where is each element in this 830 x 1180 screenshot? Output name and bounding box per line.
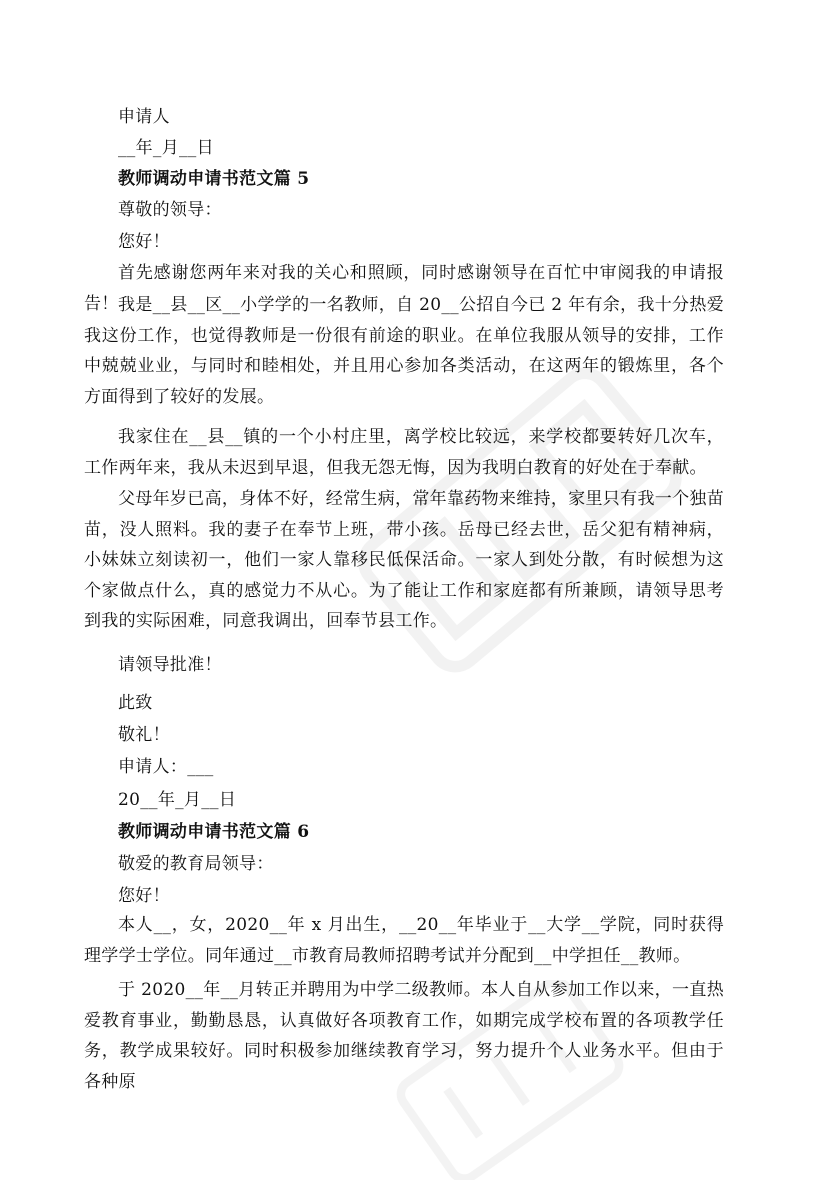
greeting-6: 您好！ [118,886,170,906]
salutation-5: 尊敬的领导： [118,200,222,220]
greeting-5: 您好！ [118,232,170,252]
paragraph-6-2: 于 2020__年__月转正并聘用为中学二级教师。本人自从参加工作以来，一直热爱教育事业，勤勤恳恳，认真做好各项教育工作，如期完成学校布置的各项教学任务，教学成果较好。同时积极参加继续教育学习，努力提升个人业务水平。但由于各种原 [84,980,724,1092]
jingli-line: 敬礼！ [118,725,170,745]
salutation-6: 敬爱的教育局领导： [118,854,274,874]
closing-applicant-line: 申请人 [118,107,170,127]
request-line: 请领导批准！ [118,655,222,675]
paragraph-6-1: 本人__，女，2020__年 x 月出生，__20__年毕业于__大学__学院，同时获得理学学士学位。同年通过__市教育局教师招聘考试并分配到__中学担任__教师。 [84,915,724,966]
paragraph-5-3: 我家住在__县__镇的一个小村庄里，离学校比较远，来学校都要转好几次车，工作两年来，我从未迟到早退，但我无怨无悔，因为我明白教育的好处在于奉献。 [84,427,724,478]
date-line: 20__年_月__日 [118,790,237,810]
cizhi-line: 此致 [118,693,153,713]
section-title-5: 教师调动申请书范文篇 5 [118,169,310,189]
paragraph-5-1: 首先感谢您两年来对我的关心和照顾，同时感谢领导在百忙中审阅我的申请报告！ [84,263,724,314]
paragraph-5-4: 父母年岁已高，身体不好，经常生病，常年靠药物来维持，家里只有我一个独苗苗，没人照料。我的妻子在奉节上班，带小孩。岳母已经去世，岳父犯有精神病，小妹妹立刻读初一，他们一家人靠移民低保活命。一家人到处分散，有时候想为这个家做点什么，真的感觉力不从心。为了能让工作和家庭都有所兼顾，请领导思考到我的实际困难，同意我调出，回奉节县工作。 [84,489,724,631]
applicant-line: 申请人：___ [118,757,214,777]
paragraph-5-2: 我是__县__区__小学学的一名教师，自 20__公招自今已 2 年有余，我十分热爱我这份工作，也觉得教师是一份很有前途的职业。在单位我服从领导的安排，工作中兢兢业业，与同时和睦相处，并且用心参加各类活动，在这两年的锻炼里，各个方面得到了较好的发展。 [84,295,724,407]
section-title-6: 教师调动申请书范文篇 6 [118,822,310,842]
closing-date-line: __年_月__日 [118,138,214,158]
